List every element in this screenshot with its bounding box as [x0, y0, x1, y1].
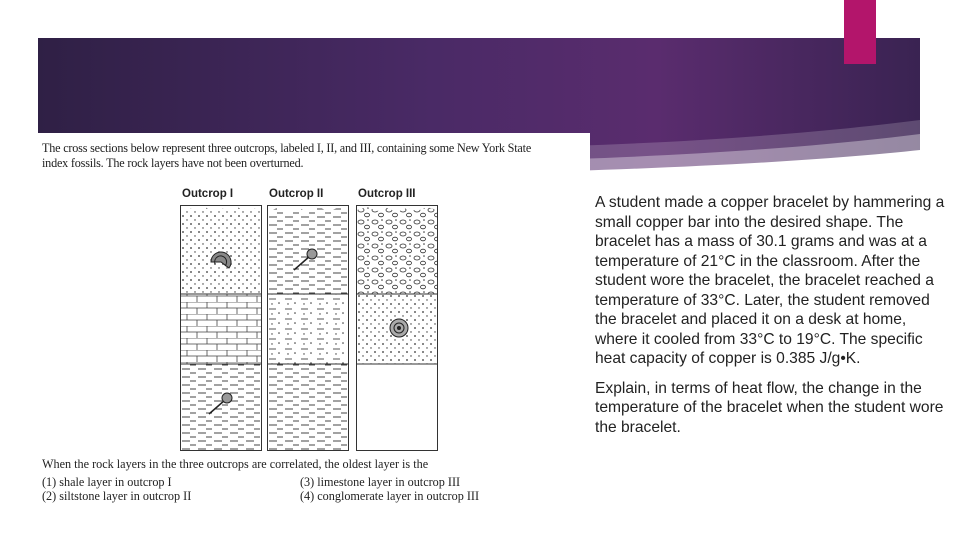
- outcrop-label-1: Outcrop I: [182, 188, 234, 200]
- accent-bar: [844, 0, 876, 64]
- problem-paragraph-1: A student made a copper bracelet by hammering a small copper bar into the desired shape. The bracelet has a mass of 30.1 grams and was at a temperature of 21°C in the classroom. After the student wore the bracelet, the bracelet reached a temperature of 33°C. Later, the student removed the bracelet and placed it on a desk at home, where it cooled from 33°C to 19°C. The specific heat capacity of copper is 0.385 J/g•K.: [595, 194, 945, 367]
- outcrop-label-3: Outcrop III: [358, 188, 416, 200]
- outcrop-column-1: [180, 205, 262, 451]
- question-scan: [38, 133, 590, 505]
- problem-paragraph-2: Explain, in terms of heat flow, the change in the temperature of the bracelet when the student wore the bracelet.: [595, 379, 944, 436]
- ammonite-fossil-icon: [390, 319, 408, 337]
- scan-intro: [42, 141, 586, 171]
- scan-intro-line-2: index fossils. The rock layers have not been overturned.: [42, 156, 304, 170]
- option-2: (2) siltstone layer in outcrop II: [42, 489, 192, 503]
- problem-text: [595, 193, 947, 447]
- option-4: (4) conglomerate layer in outcrop III: [300, 489, 480, 503]
- outcrop-column-2: [267, 205, 349, 451]
- scan-question: When the rock layers in the three outcrops are correlated, the oldest layer is the: [42, 457, 429, 471]
- outcrop-label-2: Outcrop II: [269, 188, 324, 200]
- outcrop-column-3: [356, 205, 438, 451]
- scan-intro-line-1: The cross sections below represent three outcrops, labeled I, II, and III, containing some New York State: [42, 141, 532, 155]
- option-3: (3) limestone layer in outcrop III: [300, 475, 461, 489]
- option-1: (1) shale layer in outcrop I: [42, 475, 172, 489]
